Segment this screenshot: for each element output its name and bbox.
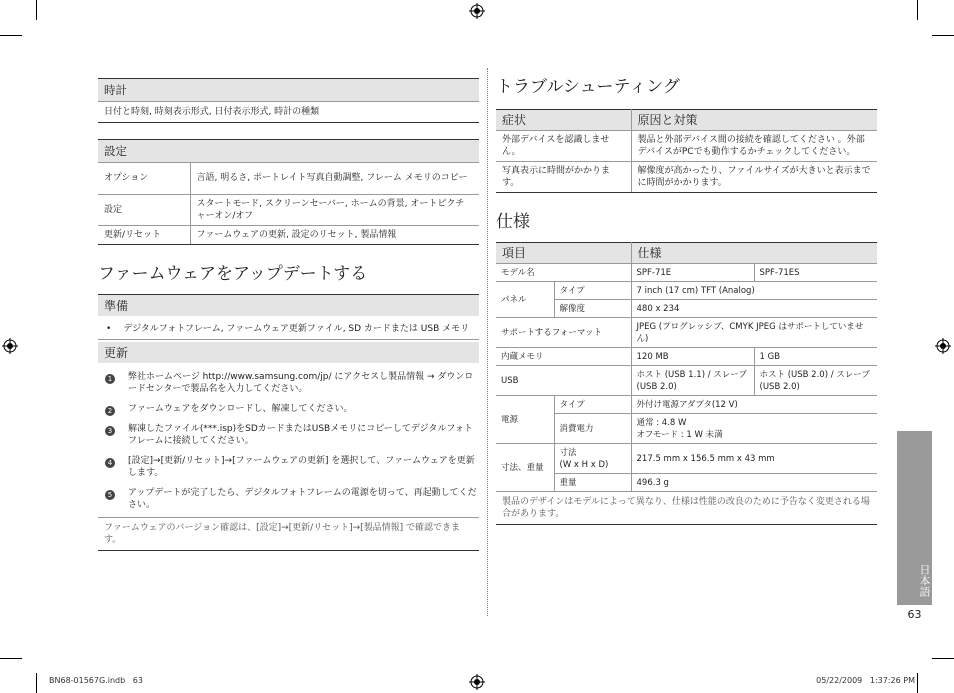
clock-desc: 日付と時刻, 時刻表示形式, 日付表示形式, 時計の種類: [98, 102, 479, 123]
troubleshoot-table: [496, 109, 877, 193]
troubleshoot-title: トラブルシューティング: [496, 77, 680, 97]
memory-a: 120 MB: [631, 348, 754, 366]
table-row: [496, 414, 877, 444]
step-text: アップデートが完了したら、デジタルフォトフレームの電源を切って、再起動してください。: [128, 487, 477, 510]
weight-value: 496.3 g: [631, 474, 877, 492]
clock-section: [98, 78, 479, 123]
power-cons-label: 消費電力: [554, 414, 631, 444]
language-tab-label: 日本語: [918, 564, 931, 597]
registration-mark-icon: [469, 3, 485, 19]
table-row: [496, 318, 877, 348]
update-header: 更新: [98, 342, 479, 363]
list-item: [98, 487, 479, 511]
step-number-icon: 5: [105, 490, 115, 500]
dims-value: 217.5 mm x 156.5 mm x 43 mm: [631, 444, 877, 474]
table-row: [496, 131, 877, 162]
table-row: [496, 492, 877, 525]
step-number-icon: 4: [105, 458, 115, 468]
settings-desc: ファームウェアの更新, 設定のリセット, 製品情報: [190, 225, 479, 244]
right-column: [496, 72, 877, 525]
cause-cell: 解像度が高かったり、ファイルサイズが大きいと表示までに時間がかかります。: [631, 162, 877, 193]
col-cause: 原因と対策: [631, 110, 877, 131]
step-number-icon: 1: [105, 374, 115, 384]
table-row: [496, 396, 877, 414]
footer-date: 05/22/2009 1:37:26 PM: [816, 676, 915, 685]
firmware-section: [98, 259, 479, 551]
settings-name: 更新/リセット: [98, 225, 190, 244]
power-cons-off: オフモード : 1 W 未満: [636, 429, 723, 440]
specs-title: 仕様: [496, 212, 530, 232]
table-row: [496, 348, 877, 366]
table-row: [98, 194, 479, 225]
power-type-label: タイプ: [554, 396, 631, 414]
symptom-cell: 写真表示に時間がかかります。: [496, 162, 631, 193]
model-label: モデル名: [496, 264, 631, 282]
power-cons-value: [631, 414, 877, 444]
firmware-note: ファームウェアのバージョン確認は、[設定]→[更新/リセット]→[製品情報] で確認できます。: [98, 517, 479, 551]
settings-desc: 言語, 明るさ, ポートレイト写真自動調整, フレーム メモリのコピー: [190, 163, 479, 194]
memory-b: 1 GB: [754, 348, 877, 366]
list-item: [98, 423, 479, 447]
footer-file: BN68-01567G.indb 63: [49, 676, 143, 685]
col-symptom: 症状: [496, 110, 631, 131]
column-divider: [487, 68, 488, 616]
settings-name: 設定: [98, 194, 190, 225]
prep-header: 準備: [98, 294, 479, 316]
formats-label: サポートするフォーマット: [496, 318, 631, 348]
settings-desc: スタートモード, スクリーンセーバー, ホームの背景, オートピクチャーオン/オフ: [190, 194, 479, 225]
usb-b: ホスト (USB 2.0) / スレーブ (USB 2.0): [754, 366, 877, 396]
dims-label: 寸法、重量: [496, 444, 554, 492]
panel-res-value: 480 x 234: [631, 300, 877, 318]
usb-label: USB: [496, 366, 631, 396]
table-row: [98, 225, 479, 244]
col-item: 項目: [496, 243, 631, 264]
settings-name: オプション: [98, 163, 190, 194]
table-row: [496, 162, 877, 193]
memory-label: 内蔵メモリ: [496, 348, 631, 366]
panel-res-label: 解像度: [554, 300, 631, 318]
usb-a: ホスト (USB 1.1) / スレーブ (USB 2.0): [631, 366, 754, 396]
dims-sub-label: [554, 444, 631, 474]
registration-mark-icon: [935, 338, 951, 354]
step-number-icon: 2: [105, 406, 115, 416]
settings-section: [98, 139, 479, 245]
power-type-value: 外付け電源アダプタ(12 V): [631, 396, 877, 414]
page-number: 63: [907, 608, 922, 621]
step-text: ファームウェアをダウンロードし、解凍してください。: [128, 403, 353, 414]
table-row: [496, 264, 877, 282]
update-steps: [98, 371, 479, 517]
formats-value: JPEG (プログレッシブ、CMYK JPEG はサポートしていません): [631, 318, 877, 348]
panel-type-label: タイプ: [554, 282, 631, 300]
cause-cell: 製品と外部デバイス間の接続を確認してください 。外部デバイスがPCでも動作するかチェックしてください。: [631, 131, 877, 162]
language-tab: [897, 431, 932, 605]
prep-item: [98, 316, 479, 340]
step-text: 弊社ホームページ http://www.samsung.com/jp/ にアクセスし製品情報 → ダウンロードセンターで製品名を入力してください。: [128, 371, 474, 394]
power-label: 電源: [496, 396, 554, 444]
specs-footnote: 製品のデザインはモデルによって異なり、仕様は性能の改良のために予告なく変更される場合があります。: [496, 492, 877, 525]
table-header-row: [496, 243, 877, 264]
dims-label-text: 寸法: [559, 447, 577, 458]
step-text: 解凍したファイル(***.isp)をSDカードまたはUSBメモリにコピーしてデジタルフォトフレームに接続してください。: [128, 423, 473, 446]
firmware-title: ファームウェアをアップデートする: [98, 263, 368, 284]
prep-item-text: デジタルフォトフレーム, ファームウェア更新ファイル, SD カードまたは USB メモリ: [123, 323, 470, 334]
table-row: [496, 300, 877, 318]
table-row: [496, 444, 877, 474]
model-b: SPF-71ES: [754, 264, 877, 282]
settings-header: 設定: [98, 139, 479, 163]
list-item: [98, 403, 479, 415]
dims-sub-text: (W x H x D): [559, 459, 609, 470]
table-row: [98, 163, 479, 194]
weight-label: 重量: [554, 474, 631, 492]
symptom-cell: 外部デバイスを認識しません。: [496, 131, 631, 162]
table-row: [496, 282, 877, 300]
specs-table: [496, 242, 877, 525]
left-column: [98, 78, 479, 551]
step-text: [設定]→[更新/リセット]→[ファームウェアの更新] を選択して、ファームウェアを更新します。: [128, 455, 475, 478]
clock-header: 時計: [98, 78, 479, 102]
panel-label: パネル: [496, 282, 554, 318]
step-number-icon: 3: [105, 426, 115, 436]
registration-mark-icon: [2, 338, 18, 354]
model-a: SPF-71E: [631, 264, 754, 282]
panel-type-value: 7 inch (17 cm) TFT (Analog): [631, 282, 877, 300]
table-row: [496, 366, 877, 396]
registration-mark-icon: [469, 674, 485, 690]
table-header-row: [496, 110, 877, 131]
table-row: [496, 474, 877, 492]
list-item: [98, 455, 479, 479]
bullet-icon: •: [106, 323, 112, 334]
power-cons-normal: 通常 : 4.8 W: [636, 417, 687, 428]
col-spec: 仕様: [631, 243, 877, 264]
settings-table: [98, 163, 479, 245]
list-item: [98, 371, 479, 395]
